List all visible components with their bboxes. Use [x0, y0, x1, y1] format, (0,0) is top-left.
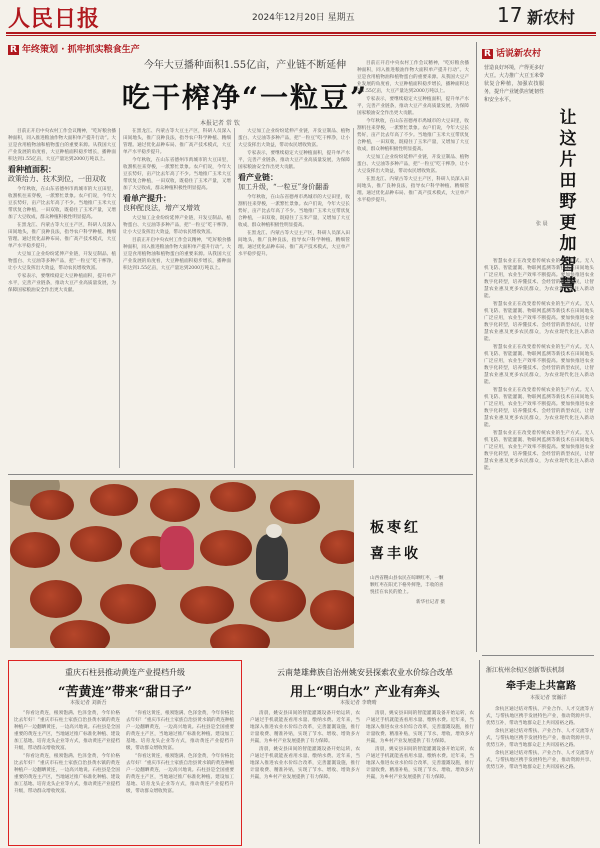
- photo-title: [370, 515, 450, 567]
- jujube-pile: [50, 620, 110, 648]
- column-badge: R: [10, 45, 17, 55]
- bottom-left-kicker: 重庆石柱县推动黄连产业提档升级: [65, 668, 185, 677]
- paragraph: 专家表示，要继续稳定大豆种植面积，提升单产水平，完善产业链条，推动大豆产业高质量发展，为保障国家粮油安全作出更大贡献。: [8, 274, 116, 293]
- paragraph: 清晨，姚安县田间的智能灌溉设备开始运转，农户通过手机就能查看用水量、缴纳水费。近年来，当地深入推进农业水价综合改革，完善灌溉设施，推行计量收费、精准补贴，实现了节水、增收、增效多方共赢，为乡村产业发展提供了有力保障。: [366, 747, 474, 780]
- story-column-3: [238, 128, 350, 468]
- paragraph: 专家表示，要继续稳定大豆种植面积，提升单产水平，完善产业链条，推动大豆产业高质量发展，为保障国家粮油安全作出更大贡献。: [357, 97, 469, 116]
- bottom-right-column: [486, 706, 594, 842]
- subhead: 看产业链：: [238, 172, 278, 182]
- top-story-byline: 本报记者 常 钦: [200, 120, 240, 127]
- section-name: 新农村: [527, 8, 576, 27]
- masthead-rule: [6, 32, 596, 34]
- photo-jujube-drying: [10, 480, 354, 648]
- paragraph: 今年秋收，在山东省德州市禹城市的大豆田里，收割机往来穿梭，一派繁忙景象。农户们说，今年大豆长势好，亩产比去年高了不少。当地推广玉米大豆带状复合种植，一田双收，既稳住了玉米产量，又增加了大豆收成，群众种植积极性明显提高。: [123, 158, 231, 191]
- paragraph: 智慧农业正在改变着传统农业的生产方式。无人机飞防、智能灌溉、物联网监测等新技术在田间地头广泛应用，农业生产效率不断提高。要加快推进农业数字化转型，培养懂技术、会经营的新型农民，让智慧农业惠及更多农民群众，为农业现代化注入新动能。: [484, 302, 594, 342]
- column-bar-top: [8, 42, 468, 55]
- subhead-detail: 良种配良法，增产又增效: [123, 204, 200, 212]
- subhead: 看种植面积：: [8, 164, 56, 174]
- paragraph: 专家表示，要继续稳定大豆种植面积，提升单产水平，完善产业链条，推动大豆产业高质量发展，为保障国家粮油安全作出更大贡献。: [238, 151, 350, 170]
- story-column-4: [357, 60, 469, 468]
- paragraph: 在黑龙江、内蒙古等大豆主产区，科研人员深入田间地头，推广良种良法，指导农户科学种植、精细管理。通过优化品种布局、推广高产技术模式，大豆单产水平稳步提升。: [357, 177, 469, 203]
- paragraph: 余杭区通过结对帮扶、产业合作、人才交流等方式，与帮扶地区携手发展特色产业，推动资源共享、优势互补，带动当地群众走上共同富裕之路。: [486, 729, 594, 748]
- top-story-headline: 吃干榨净“一粒豆”: [121, 81, 369, 114]
- commentary-intro: 营造良好环境，产得更多好大豆。大力推广大豆玉米带状复合种植，加强农技服务，提升产业链供应链韧性和安全水平。: [484, 65, 544, 103]
- paragraph: 目前正开启中央农村工作会议精神，“吃好粮食播种面积，同入推进粮油作物大面积单产提升行动”。大豆是食用植物油和植物蛋白的重要来源。从我国大豆产业发展的角度看，大豆种植面积稳步增长，播种面积达到1.55亿亩，大豆产量达到2000万吨以上。: [8, 129, 116, 162]
- jujube-pile: [100, 584, 156, 624]
- jujube-pile: [210, 624, 270, 648]
- bottom-right-byline: 本报记者 窦瀚洋: [530, 695, 567, 701]
- jujube-pile: [10, 532, 60, 568]
- paragraph: “你看这黄连，根须饱满、色泽金黄，今年价格比去年好！”重庆市石柱土家族自治县黄水镇的黄连种植户一边翻晒黄连，一边高兴地说。石柱县是全国重要的黄连主产区，当地通过推广标准化种植、建设加工基地、培育龙头企业等方式，推动黄连产业提档升级，带动群众增收致富。: [126, 754, 234, 794]
- section-divider: [482, 655, 594, 656]
- jujube-pile: [70, 526, 122, 562]
- jujube-pile: [150, 488, 200, 522]
- page-number: 17: [497, 3, 523, 27]
- photo-caption: [370, 575, 445, 606]
- photo-caption-text: 山西省稷山县农民在晾晒红枣，一颗颗红枣在阳光下格外鲜艳，丰收的喜悦挂在农民的脸上。: [370, 576, 444, 595]
- subhead-detail: 加工升级，“一粒豆”身价翻番: [238, 183, 330, 191]
- paragraph: 大豆加工企业纷纷延伸产业链，开发豆制品、植物蛋白、大豆油等多种产品，把“一粒豆”吃干榨净，让小大豆发挥出大效益，带动农民增收致富。: [357, 155, 469, 174]
- jujube-pile: [250, 580, 306, 622]
- paragraph: 智慧农业正在改变着传统农业的生产方式。无人机飞防、智能灌溉、物联网监测等新技术在田间地头广泛应用，农业生产效率不断提高。要加快推进农业数字化转型，培养懂技术、会经营的新型农民，让智慧农业惠及更多农民群众，为农业现代化注入新动能。: [484, 259, 594, 299]
- paragraph: 智慧农业正在改变着传统农业的生产方式。无人机飞防、智能灌溉、物联网监测等新技术在田间地头广泛应用，农业生产效率不断提高。要加快推进农业数字化转型，培养懂技术、会经营的新型农民，让智慧农业惠及更多农民群众，为农业现代化注入新动能。: [484, 431, 594, 471]
- paragraph: 清晨，姚安县田间的智能灌溉设备开始运转，农户通过手机就能查看用水量、缴纳水费。近年来，当地深入推进农业水价综合改革，完善灌溉设施，推行计量收费、精准补贴，实现了节水、增收、增效多方共赢，为乡村产业发展提供了有力保障。: [250, 747, 360, 780]
- jujube-pile: [30, 580, 82, 618]
- paragraph: “你看这黄连，根须饱满、色泽金黄，今年价格比去年好！”重庆市石柱土家族自治县黄水镇的黄连种植户一边翻晒黄连，一边高兴地说。石柱县是全国重要的黄连主产区，当地通过推广标准化种植、建设加工基地、培育龙头企业等方式，推动黄连产业提档升级，带动群众增收致富。: [14, 754, 120, 794]
- column-bar-right: [482, 46, 594, 59]
- bottom-middle-column-1: [250, 710, 360, 842]
- jujube-pile: [310, 590, 354, 630]
- masthead-rule-thin: [6, 35, 596, 36]
- paragraph: 目前正开启中央农村工作会议精神，“吃好粮食播种面积，同入推进粮油作物大面积单产提升行动”。大豆是食用植物油和植物蛋白的重要来源。从我国大豆产业发展的角度看，大豆种植面积稳步增长，播种面积达到1.55亿亩，大豆产量达到2000万吨以上。: [357, 61, 469, 94]
- photo-title-line: 喜丰收: [370, 546, 421, 562]
- paragraph: 大豆加工企业纷纷延伸产业链，开发豆制品、植物蛋白、大豆油等多种产品，把“一粒豆”吃干榨净，让小大豆发挥出大效益，带动农民增收致富。: [123, 216, 231, 235]
- bottom-left-column-1: [14, 710, 120, 838]
- farmer-figure: [256, 534, 288, 580]
- paragraph: 在黑龙江、内蒙古等大豆主产区，科研人员深入田间地头，推广良种良法，指导农户科学种植、精细管理。通过优化品种布局、推广高产技术模式，大豆单产水平稳步提升。: [8, 223, 116, 249]
- photo-title-line: 板枣红: [370, 520, 421, 536]
- story-column-2: [123, 128, 231, 468]
- jujube-pile: [30, 490, 74, 520]
- paragraph: 清晨，姚安县田间的智能灌溉设备开始运转，农户通过手机就能查看用水量、缴纳水费。近年来，当地深入推进农业水价综合改革，完善灌溉设施，推行计量收费、精准补贴，实现了节水、增收、增效多方共赢，为乡村产业发展提供了有力保障。: [250, 711, 360, 744]
- column-bar-label: 年终策划 · 抓牢抓实粮食生产: [21, 45, 140, 55]
- commentary-body: [484, 258, 594, 648]
- commentary-title-vertical: 让这片田野更加智慧: [559, 108, 577, 296]
- jujube-pile: [200, 530, 252, 566]
- jujube-pile: [90, 484, 138, 516]
- jujube-pile: [320, 530, 354, 564]
- bottom-left-headline: “苦黄连”带来“甜日子”: [58, 685, 192, 700]
- farmer-hat: [266, 524, 282, 538]
- bottom-left-column-2: [126, 710, 234, 838]
- paragraph: 清晨，姚安县田间的智能灌溉设备开始运转，农户通过手机就能查看用水量、缴纳水费。近年来，当地深入推进农业水价综合改革，完善灌溉设施，推行计量收费、精准补贴，实现了节水、增收、增效多方共赢，为乡村产业发展提供了有力保障。: [366, 711, 474, 744]
- top-story-kicker: 今年大豆播种面积1.55亿亩，产业链不断延伸: [143, 60, 347, 71]
- bottom-middle-column-2: [366, 710, 474, 842]
- commentary-author: 张 晨: [536, 221, 548, 227]
- paragraph: “你看这黄连，根须饱满、色泽金黄，今年价格比去年好！”重庆市石柱土家族自治县黄水镇的黄连种植户一边翻晒黄连，一边高兴地说。石柱县是全国重要的黄连主产区，当地通过推广标准化种植、建设加工基地、培育龙头企业等方式，推动黄连产业提档升级，带动群众增收致富。: [126, 711, 234, 751]
- column-divider: [234, 128, 235, 468]
- bottom-middle-byline: 本报记者 李晓晴: [340, 700, 377, 706]
- story-column-1: [8, 128, 116, 468]
- bottom-right-headline: 牵手走上共富路: [506, 681, 576, 692]
- paragraph: 智慧农业正在改变着传统农业的生产方式。无人机飞防、智能灌溉、物联网监测等新技术在田间地头广泛应用，农业生产效率不断提高。要加快推进农业数字化转型，培养懂技术、会经营的新型农民，让智慧农业惠及更多农民群众，为农业现代化注入新动能。: [484, 345, 594, 385]
- bottom-left-byline: 本报记者 刘新吾: [70, 700, 107, 706]
- paragraph: 在黑龙江、内蒙古等大豆主产区，科研人员深入田间地头，推广良种良法，指导农户科学种植、精细管理。通过优化品种布局、推广高产技术模式，大豆单产水平稳步提升。: [238, 231, 350, 257]
- farmer-figure: [160, 526, 194, 570]
- paragraph: 余杭区通过结对帮扶、产业合作、人才交流等方式，与帮扶地区携手发展特色产业，推动资源共享、优势互补，带动当地群众走上共同富裕之路。: [486, 751, 594, 770]
- paragraph: “你看这黄连，根须饱满、色泽金黄，今年价格比去年好！”重庆市石柱土家族自治县黄水镇的黄连种植户一边翻晒黄连，一边高兴地说。石柱县是全国重要的黄连主产区，当地通过推广标准化种植、建设加工基地、培育龙头企业等方式，推动黄连产业提档升级，带动群众增收致富。: [14, 711, 120, 751]
- paragraph: 今年秋收，在山东省德州市禹城市的大豆田里，收割机往来穿梭，一派繁忙景象。农户们说，今年大豆长势好，亩产比去年高了不少。当地推广玉米大豆带状复合种植，一田双收，既稳住了玉米产量，又增加了大豆收成，群众种植积极性明显提高。: [357, 119, 469, 152]
- column-divider: [479, 660, 480, 844]
- paragraph: 大豆加工企业纷纷延伸产业链，开发豆制品、植物蛋白、大豆油等多种产品，把“一粒豆”吃干榨净，让小大豆发挥出大效益，带动农民增收致富。: [8, 252, 116, 271]
- bottom-middle-kicker: 云南楚雄彝族自治州姚安县探索农业水价综合改革: [277, 668, 453, 677]
- paragraph: 在黑龙江、内蒙古等大豆主产区，科研人员深入田间地头，推广良种良法，指导农户科学种植、精细管理。通过优化品种布局、推广高产技术模式，大豆单产水平稳步提升。: [123, 129, 231, 155]
- paragraph: 今年秋收，在山东省德州市禹城市的大豆田里，收割机往来穿梭，一派繁忙景象。农户们说，今年大豆长势好，亩产比去年高了不少。当地推广玉米大豆带状复合种植，一田双收，既稳住了玉米产量，又增加了大豆收成，群众种植积极性明显提高。: [238, 195, 350, 228]
- jujube-pile: [210, 482, 256, 512]
- newspaper-logo: 人民日报: [8, 6, 101, 32]
- section-divider: [8, 474, 473, 475]
- jujube-pile: [180, 586, 234, 624]
- bottom-right-kicker: 浙江杭州余杭区创新帮扶机制: [486, 667, 565, 674]
- column-divider: [353, 128, 354, 468]
- subhead: 看单产提升：: [123, 193, 171, 203]
- column-badge: R: [484, 49, 491, 59]
- paragraph: 智慧农业正在改变着传统农业的生产方式。无人机飞防、智能灌溉、物联网监测等新技术在田间地头广泛应用，农业生产效率不断提高。要加快推进农业数字化转型，培养懂技术、会经营的新型农民，让智慧农业惠及更多农民群众，为农业现代化注入新动能。: [484, 388, 594, 428]
- bottom-middle-headline: 用上“明白水” 产业有奔头: [290, 685, 440, 700]
- column-bar-label: 话说新农村: [495, 49, 541, 59]
- right-column-divider: [476, 42, 477, 652]
- subhead-detail: 政策给力、技术到位，一田双收: [8, 175, 106, 183]
- paragraph: 余杭区通过结对帮扶、产业合作、人才交流等方式，与帮扶地区携手发展特色产业，推动资源共享、优势互补，带动当地群众走上共同富裕之路。: [486, 707, 594, 726]
- paragraph: 大豆加工企业纷纷延伸产业链，开发豆制品、植物蛋白、大豆油等多种产品，把“一粒豆”吃干榨净，让小大豆发挥出大效益，带动农民增收致富。: [238, 129, 350, 148]
- jujube-pile: [270, 490, 320, 524]
- dateline: 2024年12月20日 星期五: [252, 13, 355, 23]
- paragraph: 今年秋收，在山东省德州市禹城市的大豆田里，收割机往来穿梭，一派繁忙景象。农户们说，今年大豆长势好，亩产比去年高了不少。当地推广玉米大豆带状复合种植，一田双收，既稳住了玉米产量，又增加了大豆收成，群众种植积极性明显提高。: [8, 187, 116, 220]
- paragraph: 目前正开启中央农村工作会议精神，“吃好粮食播种面积，同入推进粮油作物大面积单产提升行动”。大豆是食用植物油和植物蛋白的重要来源。从我国大豆产业发展的角度看，大豆种植面积稳步增长，播种面积达到1.55亿亩，大豆产量达到2000万吨以上。: [123, 238, 231, 271]
- photo-credit: 新华社记者 摄: [415, 600, 445, 605]
- column-divider: [119, 128, 120, 468]
